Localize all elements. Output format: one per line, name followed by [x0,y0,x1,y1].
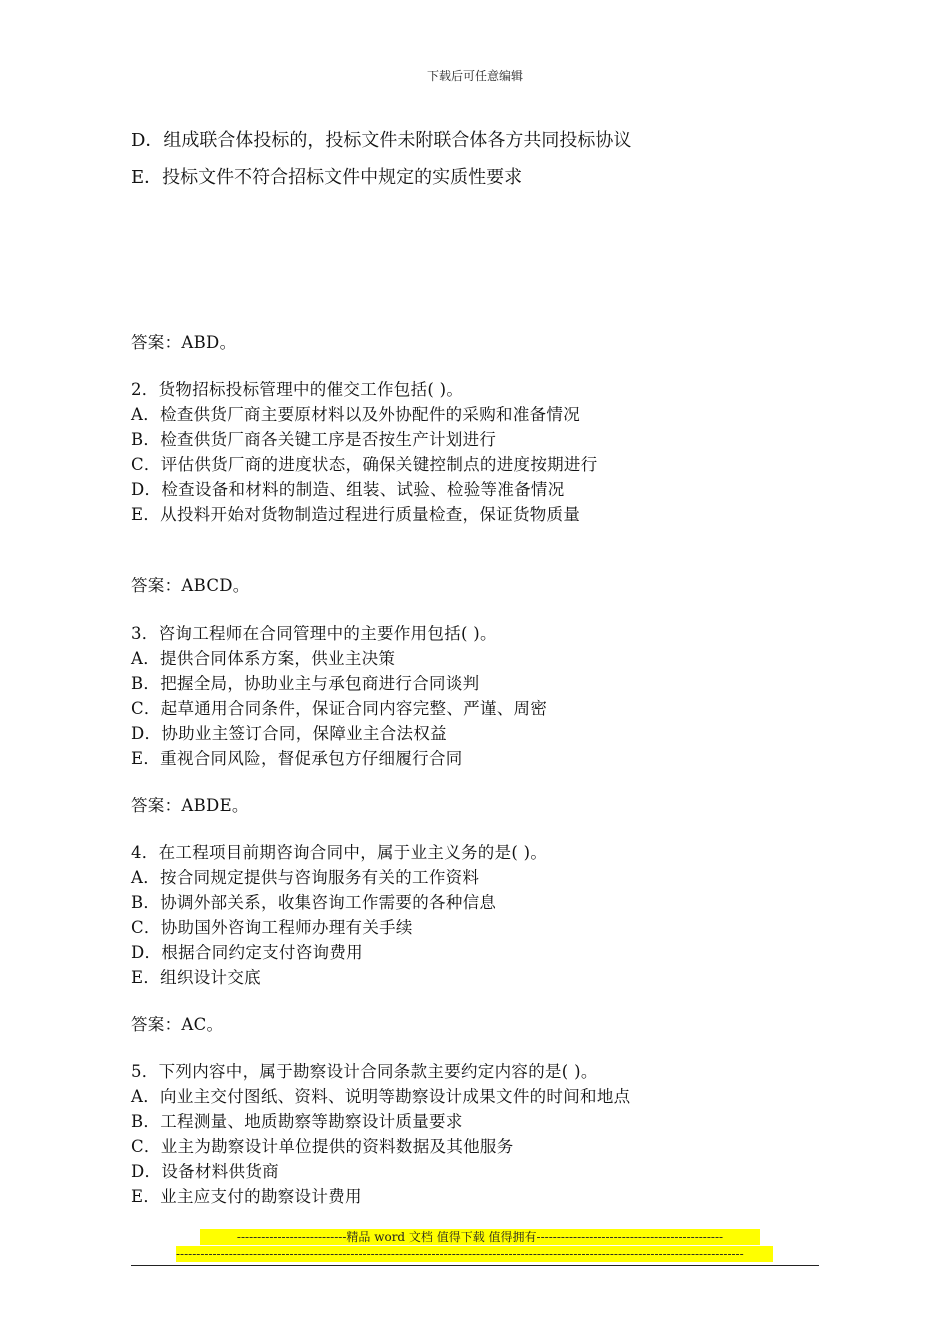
page-header: 下载后可任意编辑 [426,69,523,83]
q3-option-e: E．重视合同风险，督促承包方仔细履行合同 [131,749,463,768]
q4-option-d: D．根据合同约定支付咨询费用 [131,943,363,962]
q5-option-a: A．向业主交付图纸、资料、说明等勘察设计成果文件的时间和地点 [131,1087,631,1106]
answer-4: 答案：AC。 [131,1015,224,1034]
answer-1: 答案：ABD。 [131,333,237,352]
q2-option-b: B．检查供货厂商各关键工序是否按生产计划进行 [131,430,497,449]
q5-option-b: B．工程测量、地质勘察等勘察设计质量要求 [131,1112,463,1131]
footer-rule [131,1265,819,1266]
question-5: 5．下列内容中，属于勘察设计合同条款主要约定内容的是( )。 [131,1062,598,1081]
footer-banner: ---------------------------精品 word 文档 值得下载 值得拥有---------------------------------------------- [200,1229,760,1245]
question-4: 4．在工程项目前期咨询合同中，属于业主义务的是( )。 [131,843,548,862]
q3-option-d: D．协助业主签订合同，保障业主合法权益 [131,724,447,743]
q2-option-d: D．检查设备和材料的制造、组装、试验、检验等准备情况 [131,480,565,499]
footer-dash-line: -------------------------------------------------------------------------------------------------------------------------------------------- [176,1246,773,1262]
q5-option-c: C．业主为勘察设计单位提供的资料数据及其他服务 [131,1137,514,1156]
option-d: D．组成联合体投标的，投标文件未附联合体各方共同投标协议 [131,130,632,151]
q4-option-e: E．组织设计交底 [131,968,261,987]
q3-option-c: C．起草通用合同条件，保证合同内容完整、严谨、周密 [131,699,548,718]
q4-option-c: C．协助国外咨询工程师办理有关手续 [131,918,413,937]
q5-option-e: E．业主应支付的勘察设计费用 [131,1187,362,1206]
q4-option-a: A．按合同规定提供与咨询服务有关的工作资料 [131,868,480,887]
question-3: 3．咨询工程师在合同管理中的主要作用包括( )。 [131,624,497,643]
option-e: E．投标文件不符合招标文件中规定的实质性要求 [131,167,523,188]
q4-option-b: B．协调外部关系，收集咨询工作需要的各种信息 [131,893,497,912]
q5-option-d: D．设备材料供货商 [131,1162,279,1181]
q3-option-a: A．提供合同体系方案，供业主决策 [131,649,396,668]
q2-option-c: C．评估供货厂商的进度状态，确保关键控制点的进度按期进行 [131,455,598,474]
answer-2: 答案：ABCD。 [131,576,250,595]
q2-option-e: E．从投料开始对货物制造过程进行质量检查，保证货物质量 [131,505,581,524]
answer-3: 答案：ABDE。 [131,796,249,815]
q2-option-a: A．检查供货厂商主要原材料以及外协配件的采购和准备情况 [131,405,581,424]
question-2: 2．货物招标投标管理中的催交工作包括( )。 [131,380,464,399]
q3-option-b: B．把握全局，协助业主与承包商进行合同谈判 [131,674,480,693]
